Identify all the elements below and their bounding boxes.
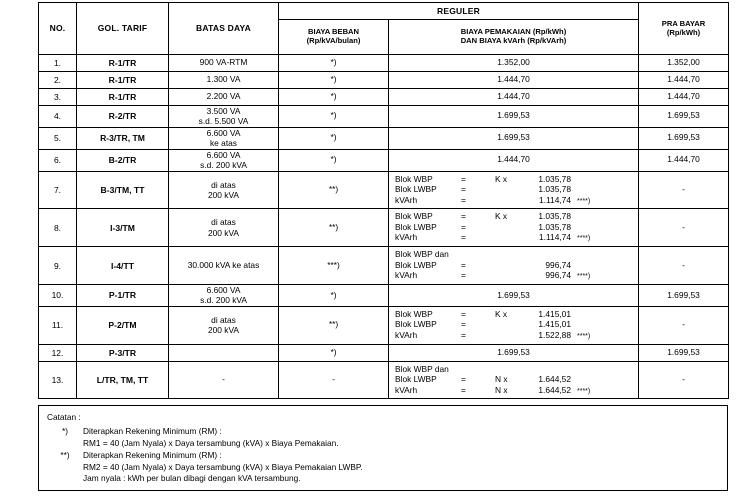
batas-daya-line2: s.d. 5.500 VA <box>198 116 249 127</box>
blok-label: kVArh <box>395 384 418 395</box>
blok-value: 1.114,74 <box>539 194 571 205</box>
header-gol-tarif: GOL. TARIF <box>77 3 169 55</box>
header-batas-daya: BATAS DAYA <box>169 3 279 55</box>
cell-biaya-beban: *) <box>279 284 389 306</box>
table-row <box>39 247 729 285</box>
blok-row <box>395 270 634 282</box>
cell-gol-tarif: P-2/TM <box>77 306 169 344</box>
cell-gol-tarif: B-2/TR <box>77 149 169 171</box>
cell-biaya-beban: **) <box>279 209 389 247</box>
table-body <box>39 55 729 399</box>
batas-daya-line1: di atas <box>211 217 236 228</box>
table-row <box>39 361 729 399</box>
cell-no: 9. <box>39 247 77 285</box>
cell-gol-tarif: R-1/TR <box>77 55 169 72</box>
table-row <box>39 105 729 127</box>
blok-label: Blok WBP dan <box>395 363 449 374</box>
cell-no: 4. <box>39 105 77 127</box>
cell-biaya-pemakaian <box>389 284 639 306</box>
header-biaya-beban-line2: (Rp/kVA/bulan) <box>306 36 361 45</box>
blok-multiplier: N x <box>495 374 508 385</box>
cell-no: 3. <box>39 88 77 105</box>
blok-equals: = <box>461 308 466 319</box>
blok-equals: = <box>461 270 466 281</box>
batas-daya-line1: di atas <box>211 179 236 190</box>
header-biaya-pemakaian <box>389 20 639 55</box>
header-pra-bayar-line1: PRA BAYAR <box>661 18 706 28</box>
blok-equals: = <box>461 319 466 330</box>
header-pra-bayar <box>639 3 729 55</box>
cell-biaya-pemakaian <box>389 209 639 247</box>
blok-value: 1.644,52 <box>538 384 571 395</box>
cell-biaya-pemakaian <box>389 247 639 285</box>
table-row <box>39 88 729 105</box>
cell-no: 13. <box>39 361 77 399</box>
blok-row <box>395 232 634 244</box>
cell-pra-bayar: 1.699,53 <box>639 344 729 361</box>
header-biaya-beban <box>279 20 389 55</box>
cell-pra-bayar: 1.699,53 <box>639 127 729 149</box>
blok-row <box>395 260 634 271</box>
note-item <box>47 426 719 450</box>
cell-gol-tarif: R-3/TR, TM <box>77 127 169 149</box>
blok-footnote-mark: ****) <box>577 235 591 243</box>
note-line2: RM2 = 40 (Jam Nyala) x Daya tersambung (kVA) x Biaya Pemakaian LWBP. <box>83 461 363 472</box>
cell-biaya-beban: *) <box>279 71 389 88</box>
cell-no: 2. <box>39 71 77 88</box>
cell-no: 10. <box>39 284 77 306</box>
cell-pra-bayar: - <box>639 171 729 209</box>
cell-batas-daya <box>169 127 279 149</box>
blok-value: 996,74 <box>545 259 571 270</box>
cell-batas-daya: 30.000 kVA ke atas <box>169 247 279 285</box>
blok-multiplier: N x <box>495 384 508 395</box>
blok-value: 1.035,78 <box>538 221 571 232</box>
blok-label: kVArh <box>395 329 418 340</box>
pemakaian-value: 1.699,53 <box>497 132 530 143</box>
batas-daya-line1: 6.600 VA <box>206 284 241 295</box>
header-row-top <box>39 3 729 20</box>
blok-row <box>395 195 634 207</box>
blok-row <box>395 374 634 385</box>
table-row <box>39 209 729 247</box>
blok-equals: = <box>461 194 466 205</box>
header-no: NO. <box>39 3 77 55</box>
pemakaian-value: 1.352,00 <box>497 57 530 67</box>
blok-equals: = <box>461 259 466 270</box>
cell-biaya-pemakaian <box>389 71 639 88</box>
blok-value: 1.644,52 <box>538 374 571 385</box>
blok-equals: = <box>461 374 466 385</box>
blok-equals: = <box>461 211 466 222</box>
pemakaian-value: 1.444,70 <box>497 90 530 101</box>
blok-equals: = <box>461 173 466 184</box>
cell-batas-daya <box>169 105 279 127</box>
batas-daya-line2: 200 kVA <box>207 325 240 336</box>
cell-pra-bayar: 1.699,53 <box>639 284 729 306</box>
blok-label: Blok WBP dan <box>395 249 449 260</box>
cell-biaya-beban: - <box>279 361 389 399</box>
blok-equals: = <box>461 184 466 195</box>
table-row <box>39 344 729 361</box>
table-row <box>39 284 729 306</box>
cell-biaya-beban: *) <box>279 127 389 149</box>
cell-biaya-pemakaian <box>389 171 639 209</box>
blok-group <box>389 307 638 344</box>
table-row <box>39 171 729 209</box>
note-mark: **) <box>60 449 70 460</box>
cell-gol-tarif: L/TR, TM, TT <box>77 361 169 399</box>
cell-biaya-pemakaian <box>389 149 639 171</box>
blok-label: Blok LWBP <box>395 319 437 330</box>
notes-list <box>47 426 719 485</box>
cell-batas-daya: 1.300 VA <box>169 71 279 88</box>
batas-daya-line1: 6.600 VA <box>206 127 241 138</box>
batas-daya-line2: s.d. 200 kVA <box>200 160 247 171</box>
blok-value: 1.522,88 <box>538 329 571 340</box>
cell-biaya-beban: *) <box>279 344 389 361</box>
cell-biaya-pemakaian <box>389 105 639 127</box>
cell-no: 11. <box>39 306 77 344</box>
blok-label: kVArh <box>395 232 418 243</box>
electricity-tariff-table <box>38 2 729 399</box>
cell-biaya-beban: ***) <box>279 247 389 285</box>
blok-value: 1.114,74 <box>539 232 571 243</box>
header-pra-bayar-line2: (Rp/kWh) <box>666 27 701 37</box>
blok-row <box>395 249 634 260</box>
notes-title: Catatan : <box>47 412 81 423</box>
cell-pra-bayar: 1.699,53 <box>639 105 729 127</box>
cell-no: 5. <box>39 127 77 149</box>
table-row <box>39 306 729 344</box>
blok-value: 1.035,78 <box>538 211 571 222</box>
batas-daya-line1: 3.500 VA <box>206 105 241 116</box>
cell-biaya-pemakaian <box>389 127 639 149</box>
cell-pra-bayar: 1.444,70 <box>639 149 729 171</box>
cell-pra-bayar: - <box>639 306 729 344</box>
note-line1: Diterapkan Rekening Minimum (RM) : <box>83 426 222 437</box>
cell-batas-daya <box>169 284 279 306</box>
cell-biaya-pemakaian <box>389 306 639 344</box>
pemakaian-value: 1.699,53 <box>497 289 530 300</box>
cell-pra-bayar: - <box>639 247 729 285</box>
blok-label: kVArh <box>395 194 418 205</box>
cell-gol-tarif: I-4/TT <box>77 247 169 285</box>
blok-footnote-mark: ****) <box>577 332 591 340</box>
blok-equals: = <box>461 232 466 243</box>
cell-gol-tarif: P-3/TR <box>77 344 169 361</box>
blok-row <box>395 364 634 375</box>
cell-biaya-beban: *) <box>279 55 389 72</box>
pemakaian-value: 1.444,70 <box>497 154 530 165</box>
cell-batas-daya <box>169 306 279 344</box>
cell-biaya-beban: *) <box>279 149 389 171</box>
pemakaian-value: 1.444,70 <box>497 73 530 84</box>
cell-biaya-pemakaian <box>389 88 639 105</box>
cell-batas-daya: - <box>169 361 279 399</box>
table-row <box>39 71 729 88</box>
cell-no: 1. <box>39 55 77 72</box>
cell-gol-tarif: P-1/TR <box>77 284 169 306</box>
cell-biaya-beban: **) <box>279 171 389 209</box>
batas-daya-line2: 200 kVA <box>207 227 240 238</box>
cell-gol-tarif: R-1/TR <box>77 88 169 105</box>
blok-value: 996,74 <box>545 270 571 281</box>
header-biaya-pemakaian-line2: DAN BIAYA kVArh (Rp/kVArh) <box>460 36 567 45</box>
blok-value: 1.415,01 <box>538 319 571 330</box>
blok-label: Blok WBP <box>395 308 433 319</box>
cell-biaya-beban: *) <box>279 105 389 127</box>
blok-label: Blok LWBP <box>395 221 437 232</box>
note-line1: Diterapkan Rekening Minimum (RM) : <box>83 449 222 460</box>
note-line2: RM1 = 40 (Jam Nyala) x Daya tersambung (kVA) x Biaya Pemakaian. <box>83 437 339 448</box>
blok-footnote-mark: ****) <box>577 387 591 395</box>
cell-batas-daya <box>169 171 279 209</box>
header-biaya-pemakaian-line1: BIAYA PEMAKAIAN (Rp/kWh) <box>460 27 567 37</box>
blok-equals: = <box>461 384 466 395</box>
cell-pra-bayar: 1.444,70 <box>639 71 729 88</box>
cell-no: 6. <box>39 149 77 171</box>
cell-pra-bayar: - <box>639 361 729 399</box>
note-item <box>47 473 719 485</box>
cell-gol-tarif: R-2/TR <box>77 105 169 127</box>
blok-row <box>395 174 634 185</box>
cell-pra-bayar: 1.444,70 <box>639 88 729 105</box>
blok-label: Blok WBP <box>395 173 433 184</box>
blok-group <box>389 172 638 209</box>
cell-biaya-pemakaian <box>389 55 639 72</box>
blok-value: 1.035,78 <box>538 184 571 195</box>
cell-biaya-pemakaian <box>389 344 639 361</box>
batas-daya-line2: 200 kVA <box>207 190 240 201</box>
batas-daya-line1: 6.600 VA <box>206 149 241 160</box>
blok-row <box>395 309 634 320</box>
cell-batas-daya <box>169 344 279 361</box>
note-item <box>47 450 719 474</box>
blok-group <box>389 362 638 399</box>
blok-label: Blok LWBP <box>395 259 437 270</box>
blok-group <box>389 247 638 284</box>
header-reguler: REGULER <box>279 3 639 20</box>
pemakaian-value: 1.699,53 <box>497 110 530 121</box>
pemakaian-value: 1.699,53 <box>497 346 530 357</box>
blok-label: Blok LWBP <box>395 184 437 195</box>
note-body <box>83 450 719 474</box>
cell-biaya-pemakaian <box>389 361 639 399</box>
cell-biaya-beban: **) <box>279 306 389 344</box>
blok-footnote-mark: ****) <box>577 273 591 281</box>
blok-group <box>389 209 638 246</box>
blok-footnote-mark: ****) <box>577 197 591 205</box>
blok-row <box>395 319 634 330</box>
cell-no: 7. <box>39 171 77 209</box>
blok-value: 1.035,78 <box>538 173 571 184</box>
blok-multiplier: K x <box>495 173 508 184</box>
cell-gol-tarif: I-3/TM <box>77 209 169 247</box>
cell-no: 8. <box>39 209 77 247</box>
cell-batas-daya <box>169 149 279 171</box>
cell-batas-daya: 2.200 VA <box>169 88 279 105</box>
cell-gol-tarif: R-1/TR <box>77 71 169 88</box>
batas-daya-line2: ke atas <box>209 138 237 149</box>
blok-row <box>395 184 634 195</box>
note-body <box>83 473 719 485</box>
table-row <box>39 127 729 149</box>
blok-row <box>395 222 634 233</box>
blok-value: 1.415,01 <box>538 308 571 319</box>
blok-row <box>395 211 634 222</box>
blok-multiplier: K x <box>495 211 508 222</box>
table-header <box>39 3 729 55</box>
notes-box <box>38 405 728 491</box>
batas-daya-line1: di atas <box>211 314 236 325</box>
blok-row <box>395 385 634 397</box>
blok-multiplier: K x <box>495 308 508 319</box>
note-line1: Jam nyala : kWh per bulan dibagi dengan kVA tersambung. <box>83 473 301 484</box>
blok-equals: = <box>461 329 466 340</box>
cell-pra-bayar: - <box>639 209 729 247</box>
cell-gol-tarif: B-3/TM, TT <box>77 171 169 209</box>
blok-equals: = <box>461 221 466 232</box>
table-row <box>39 55 729 72</box>
cell-batas-daya <box>169 209 279 247</box>
cell-no: 12. <box>39 344 77 361</box>
table-row <box>39 149 729 171</box>
blok-label: Blok LWBP <box>395 374 437 385</box>
blok-label: Blok WBP <box>395 211 433 222</box>
note-mark: *) <box>62 426 68 437</box>
blok-label: kVArh <box>395 270 418 281</box>
blok-row <box>395 330 634 342</box>
cell-biaya-beban: *) <box>279 88 389 105</box>
note-body <box>83 426 719 450</box>
cell-pra-bayar: 1.352,00 <box>639 55 729 72</box>
cell-batas-daya: 900 VA-RTM <box>169 55 279 72</box>
batas-daya-line2: s.d. 200 kVA <box>200 295 247 306</box>
header-biaya-beban-line1: BIAYA BEBAN <box>307 27 360 37</box>
